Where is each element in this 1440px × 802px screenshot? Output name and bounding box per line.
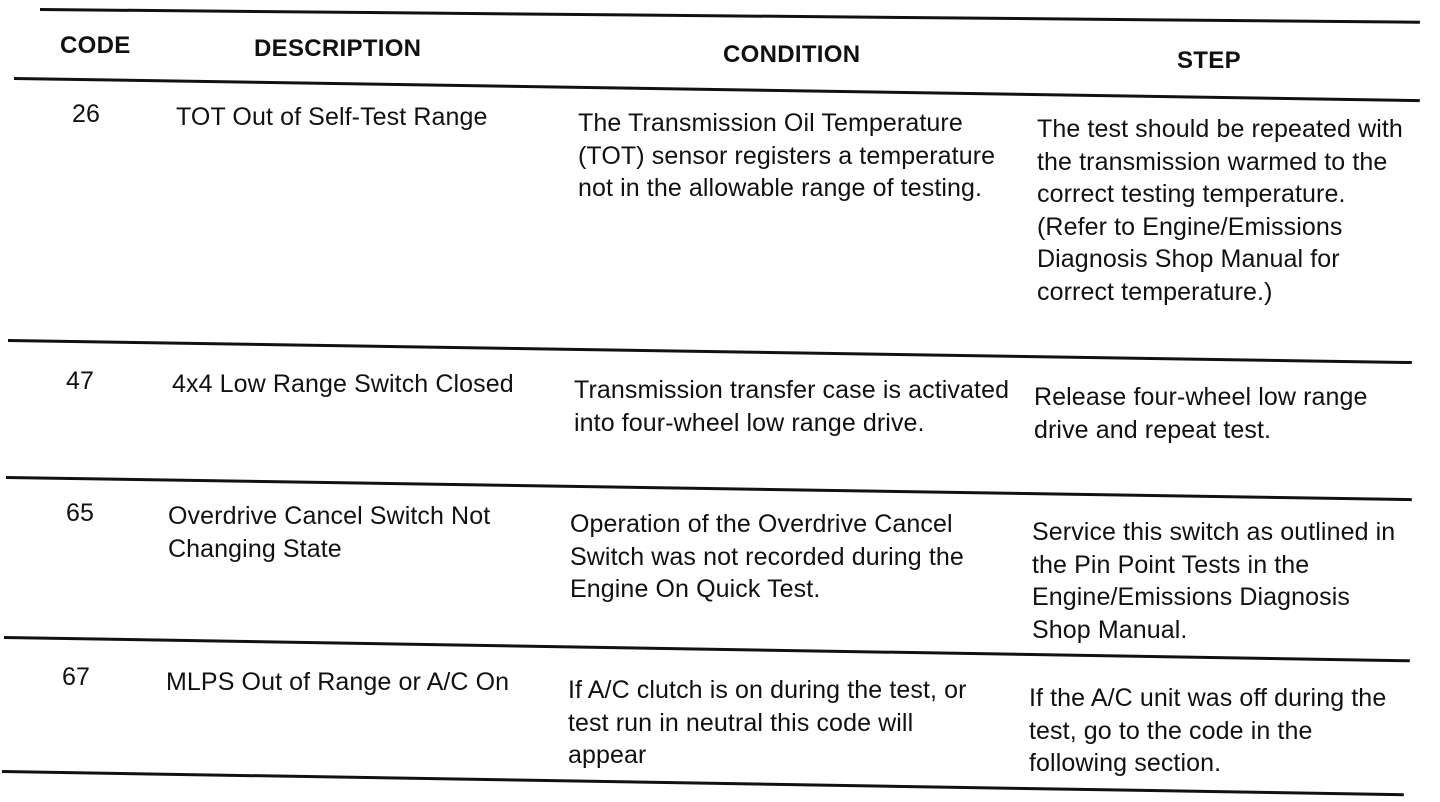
row-3-description: Overdrive Cancel Switch Not Changing State bbox=[168, 502, 491, 563]
header-step: STEP bbox=[1177, 47, 1241, 74]
row-divider-1 bbox=[8, 339, 1412, 364]
row-divider-2 bbox=[6, 476, 1412, 501]
row-2-condition: Transmission transfer case is activated into four-wheel low range drive. bbox=[574, 376, 1010, 437]
row-4-condition: If A/C clutch is on during the test, or test run in neutral this code will appear bbox=[568, 676, 967, 769]
row-2-step: Release four-wheel low range drive and repeat test. bbox=[1034, 383, 1368, 444]
row-3-condition: Operation of the Overdrive Cancel Switch was not recorded during the Engine On Quick Test. bbox=[570, 510, 964, 603]
row-4-code: 67 bbox=[62, 663, 91, 691]
top-rule bbox=[40, 8, 1420, 24]
header-condition: CONDITION bbox=[723, 41, 861, 68]
row-2-description: 4x4 Low Range Switch Closed bbox=[172, 370, 514, 398]
row-1-condition: The Transmission Oil Temperature (TOT) sensor registers a temperature not in the allowable range of testing. bbox=[578, 109, 996, 202]
row-3-step: Service this switch as outlined in the Pin Point Tests in the Engine/Emissions Diagnosis Shop Manual. bbox=[1032, 518, 1396, 644]
row-2-code: 47 bbox=[66, 367, 95, 395]
header-code: CODE bbox=[60, 32, 131, 59]
row-4-description: MLPS Out of Range or A/C On bbox=[166, 668, 510, 696]
header-description: DESCRIPTION bbox=[254, 35, 422, 62]
row-1-code: 26 bbox=[72, 100, 101, 128]
row-4-step: If the A/C unit was off during the test, go to the code in the following section. bbox=[1029, 684, 1387, 777]
row-1-step: The test should be repeated with the transmission warmed to the correct testing temperature. (Refer to Engine/Emissions Diagnosis Shop Manual for correct temperature.) bbox=[1037, 115, 1403, 306]
header-rule bbox=[14, 77, 1420, 102]
row-1-description: TOT Out of Self-Test Range bbox=[176, 103, 488, 131]
row-3-code: 65 bbox=[66, 499, 95, 527]
